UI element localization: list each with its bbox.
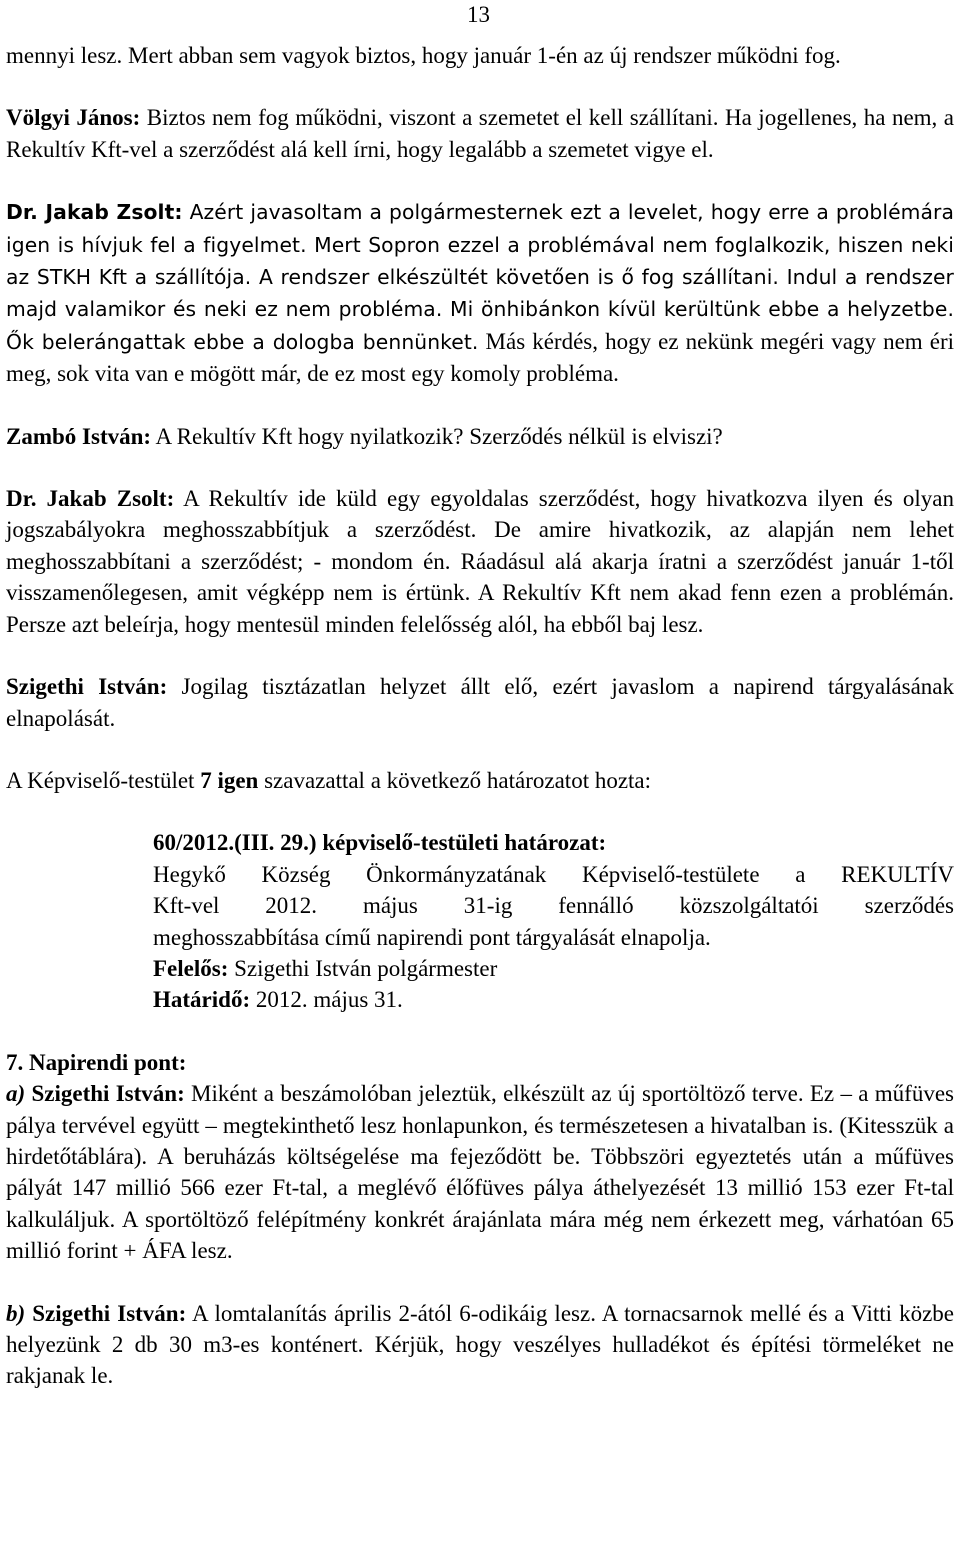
speaker-name: Zambó István:	[6, 423, 152, 449]
paragraph-zambo	[6, 421, 954, 452]
paragraph-volgyi	[6, 102, 954, 165]
item-marker: b)	[6, 1300, 26, 1326]
paragraph-text: Miként a beszámolóban jeleztük, elkészült az új sportöltöző terve. Ez – a műfüves pálya tervével együtt – megtekinthető lesz honlapunkon, és természetesen a hivatalban is. (Kitesszük a hirdetőtáblára). A beruházás költségelése ma fejeződött be. Többszöri egyeztetés után a műfüves pályát 147 millió 566 ezer Ft-tal, a meglévő élőfüves pálya áthelyezését 13 millió 153 ezer Ft-tal kalkuláljuk. A sportöltöző felépítmény konkrét árajánlata mára még nem érkezett meg, várhatóan 65 millió forint + ÁFA lesz.	[6, 1081, 954, 1264]
deadline-label: Határidő:	[153, 987, 251, 1013]
vote-prefix: A Képviselő-testület	[6, 767, 201, 793]
paragraph-continuation	[6, 40, 954, 71]
speaker-name: Dr. Jakab Zsolt:	[6, 486, 175, 512]
resolution-number: 60/2012.(III. 29.)	[153, 830, 317, 856]
page-number: 13	[467, 2, 490, 27]
speaker-name: Szigethi István:	[25, 1300, 187, 1326]
paragraph-jakab-1	[6, 196, 954, 389]
resolution-block	[153, 827, 954, 1015]
agenda-heading: 7. Napirendi pont:	[6, 1049, 187, 1075]
resolution-title: képviselő-testületi határozat:	[316, 830, 607, 856]
responsible-value: Szigethi István polgármester	[228, 955, 498, 981]
paragraph-text: A Rekultív ide küld egy egyoldalas szerződést, hogy hivatkozva ilyen és olyan jogszabályokra meghosszabbítjuk a szerződést. De amire hivatkozik, az alapján nem lehet meghosszabbítani a szerződést; - mondom én. Ráadásul alá akarja íratni a szerződést január 1-től visszamenőlegesen, amit végképp nem is értünk. A Rekultív Kft nem akad fenn ezen a problémán. Persze azt beleírja, hogy mentesül minden felelősség alól, ha ebből baj lesz.	[6, 486, 954, 637]
agenda-item-a	[6, 1078, 954, 1266]
document-body	[6, 40, 954, 1423]
paragraph-text: Jogilag tisztázatlan helyzet állt elő, ezért javaslom a napirend tárgyalásának elnapolását.	[6, 674, 955, 731]
speaker-name: Szigethi István:	[25, 1081, 185, 1107]
deadline-value: 2012. május 31.	[250, 987, 403, 1013]
vote-statement	[6, 765, 954, 796]
paragraph-text: A Rekultív Kft hogy nyilatkozik? Szerződés nélkül is elviszi?	[151, 423, 723, 449]
paragraph-text-serif: Más kérdés, hogy ez nekünk megéri vagy nem éri meg, sok vita van e mögött már, de ez most egy komoly probléma.	[6, 328, 955, 387]
speaker-name: Völgyi János:	[6, 105, 141, 131]
resolution-heading	[153, 827, 954, 858]
resolution-text-line: meghosszabbítása című napirendi pont tárgyalását elnapolja.	[153, 924, 711, 950]
paragraph-jakab-2	[6, 483, 954, 640]
paragraph-szigethi	[6, 671, 954, 734]
responsible-label: Felelős:	[153, 955, 229, 981]
resolution-text-line: Kft-vel 2012. május 31-ig fennálló közszolgáltatói szerződés	[153, 893, 954, 919]
paragraph-text: mennyi lesz. Mert abban sem vagyok biztos, hogy január 1-én az új rendszer működni fog.	[6, 43, 841, 68]
resolution-deadline	[153, 984, 954, 1015]
speaker-name: Szigethi István:	[6, 674, 168, 700]
paragraph-text-sans: Azért javasoltam a polgármesternek ezt a levelet, hogy erre a problémára igen is hívjuk fel a figyelmet. Mert Sopron ezzel a problémával nem foglalkozik, hiszen neki az STKH Kft a szállítója. A rendszer elkészültét követően is ő fog szállítani. Indul a rendszer majd valamikor és neki ez nem probléma. Mi önhibánkon kívül kerültünk ebbe a helyzetbe. Ők belerángattak ebbe a dologba bennünket.	[6, 200, 954, 354]
speaker-name: Dr. Jakab Zsolt:	[6, 200, 183, 225]
paragraph-text: A lomtalanítás április 2-ától 6-odikáig lesz. A tornacsarnok mellé és a Vitti közbe helyezünk 2 db 30 m3-es konténert. Kérjük, hogy veszélyes hulladékot és építési törmeléket ne rakjanak le.	[6, 1300, 955, 1389]
agenda-item-b	[6, 1298, 954, 1392]
vote-suffix: szavazattal a következő határozatot hozta:	[258, 767, 652, 793]
resolution-text-line: Hegykő Község Önkormányzatának Képviselő-testülete a REKULTÍV	[153, 861, 954, 887]
paragraph-text: Biztos nem fog működni, viszont a szemetet el kell szállítani. Ha jogellenes, ha nem, a Rekultív Kft-vel a szerződést alá kell írni, hogy legalább a szemetet vigye el.	[6, 105, 954, 162]
item-marker: a)	[6, 1081, 26, 1107]
resolution-responsible	[153, 953, 954, 984]
vote-count: 7 igen	[200, 767, 259, 793]
